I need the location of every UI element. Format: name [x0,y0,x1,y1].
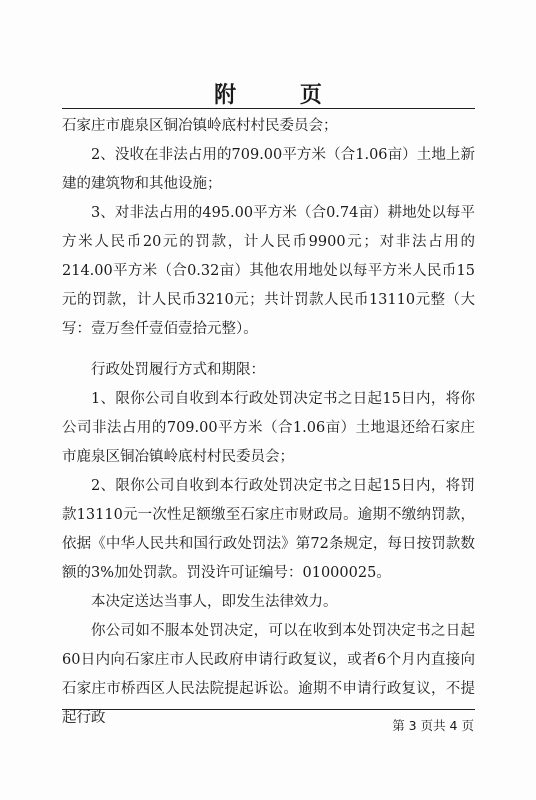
paragraph-appeal: 你公司如不服本处罚决定，可以在收到本处罚决定书之日起60日内向石家庄市人民政府申请行政复议，或者6个月内直接向石家庄市桥西区人民法院提起诉讼。逾期不申请行政复议，不提起行政 [62,623,475,726]
document-body [62,112,475,733]
paragraph-item-3: 3、对非法占用的495.00平方米（合0.74亩）耕地处以每平方米人民币20元的罚款，计人民币9900元；对非法占用的214.00平方米（合0.32亩）其他农用地处以每平方米人民币15元的罚款，计人民币3210元；共计罚款人民币13110元整（大写：壹万叁仟壹佰壹拾元整）。 [62,205,475,337]
page-title: 附 页 [214,83,350,108]
paragraph-effect: 本决定送达当事人，即发生法律效力。 [91,594,338,610]
page-number: 第 3 页共 4 页 [392,718,474,733]
paragraph-item-2: 2、没收在非法占用的709.00平方米（合1.06亩）土地上新建的建筑物和其他设施； [62,147,475,192]
header-rule [62,108,475,109]
paragraph-heading-execution: 行政处罚履行方式和期限： [91,362,265,378]
paragraph-execution-2: 2、限你公司自收到本行政处罚决定书之日起15日内，将罚款13110元一次性足额缴至石家庄市财政局。逾期不缴纳罚款，依据《中华人民共和国行政处罚法》第72条规定，每日按罚款数额的3%加处罚款。罚没许可证编号：01000025。 [62,478,475,581]
paragraph-continuation: 石家庄市鹿泉区铜冶镇岭底村村民委员会； [62,118,338,134]
paragraph-execution-1: 1、限你公司自收到本行政处罚决定书之日起15日内，将你公司非法占用的709.00平方米（合1.06亩）土地退还给石家庄市鹿泉区铜冶镇岭底村村民委员会； [62,391,475,465]
footer-rule [62,709,475,710]
